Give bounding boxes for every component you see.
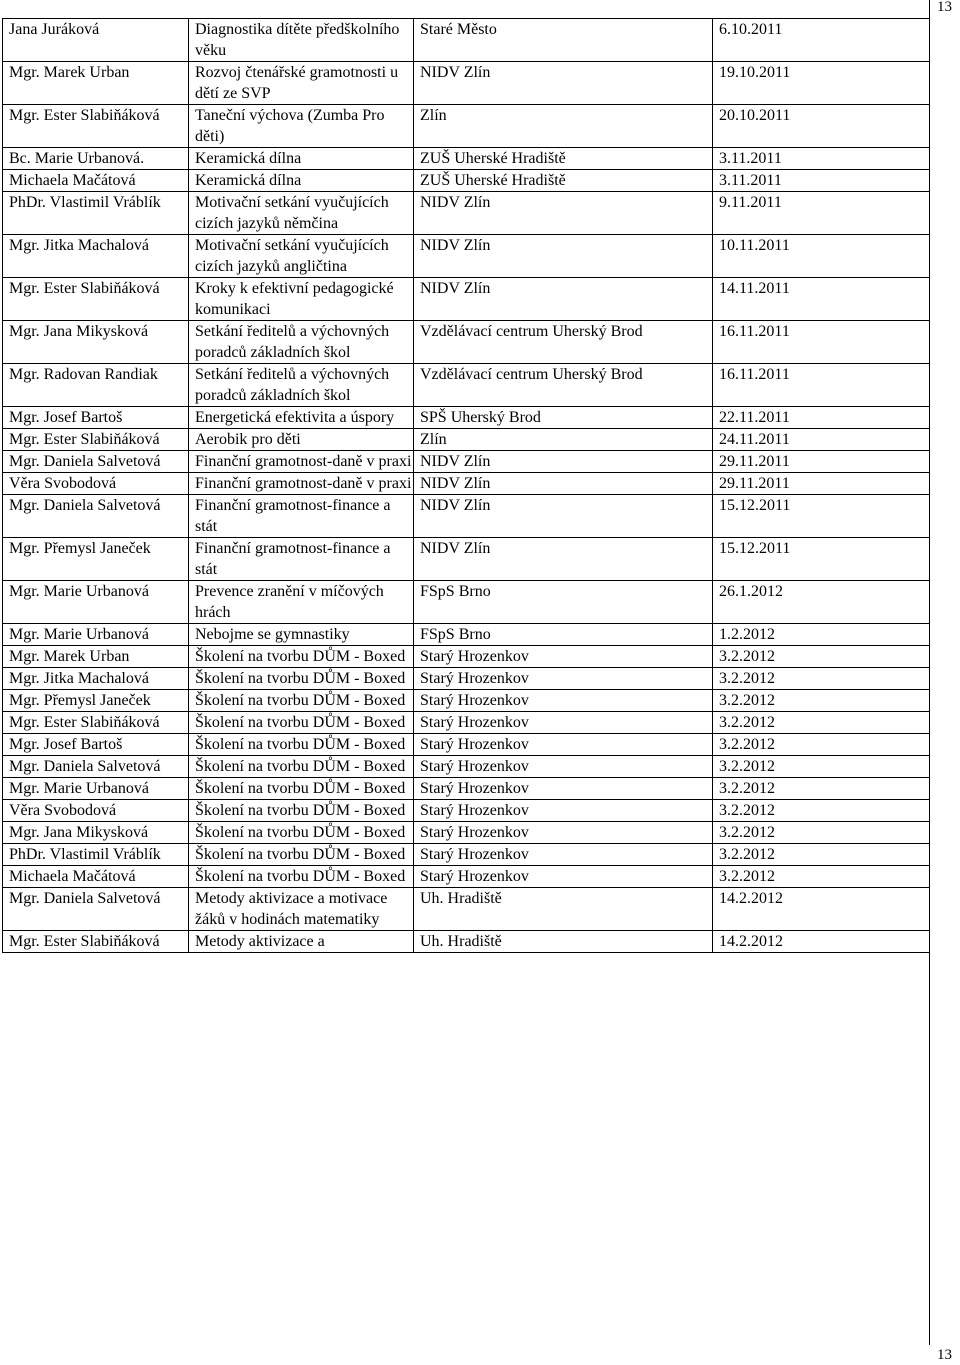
- location-cell: Starý Hrozenkov: [414, 712, 713, 734]
- date-cell: 14.2.2012: [713, 931, 930, 953]
- location-cell: Starý Hrozenkov: [414, 756, 713, 778]
- course-title-cell: Setkání ředitelů a výchovných poradců základních škol: [189, 364, 414, 407]
- participant-name-cell: Mgr. Jitka Machalová: [3, 235, 189, 278]
- date-cell: 6.10.2011: [713, 19, 930, 62]
- location-cell: SPŠ Uherský Brod: [414, 407, 713, 429]
- course-title-cell: Finanční gramotnost-daně v praxi: [189, 473, 414, 495]
- date-cell: 16.11.2011: [713, 364, 930, 407]
- training-table-body: [3, 19, 930, 953]
- participant-name-cell: Mgr. Ester Slabiňáková: [3, 931, 189, 953]
- course-title-cell: Školení na tvorbu DŮM - Boxed: [189, 778, 414, 800]
- location-cell: Starý Hrozenkov: [414, 844, 713, 866]
- course-title-cell: Školení na tvorbu DŮM - Boxed: [189, 800, 414, 822]
- date-cell: 3.2.2012: [713, 756, 930, 778]
- date-cell: 24.11.2011: [713, 429, 930, 451]
- participant-name-cell: Mgr. Jana Mikysková: [3, 321, 189, 364]
- participant-name-cell: Mgr. Daniela Salvetová: [3, 495, 189, 538]
- table-row: [3, 192, 930, 235]
- date-cell: 20.10.2011: [713, 105, 930, 148]
- date-cell: 29.11.2011: [713, 451, 930, 473]
- location-cell: NIDV Zlín: [414, 278, 713, 321]
- date-cell: 16.11.2011: [713, 321, 930, 364]
- table-row: [3, 62, 930, 105]
- participant-name-cell: Mgr. Marie Urbanová: [3, 778, 189, 800]
- date-cell: 3.11.2011: [713, 148, 930, 170]
- table-row: [3, 407, 930, 429]
- course-title-cell: Kroky k efektivní pedagogické komunikaci: [189, 278, 414, 321]
- date-cell: 3.2.2012: [713, 712, 930, 734]
- participant-name-cell: Mgr. Marek Urban: [3, 62, 189, 105]
- course-title-cell: Rozvoj čtenářské gramotnosti u dětí ze SVP: [189, 62, 414, 105]
- table-row: [3, 844, 930, 866]
- table-row: [3, 822, 930, 844]
- date-cell: 3.2.2012: [713, 778, 930, 800]
- table-row: [3, 778, 930, 800]
- course-title-cell: Školení na tvorbu DŮM - Boxed: [189, 756, 414, 778]
- course-title-cell: Aerobik pro děti: [189, 429, 414, 451]
- date-cell: 3.2.2012: [713, 668, 930, 690]
- table-row: [3, 866, 930, 888]
- course-title-cell: Motivační setkání vyučujících cizích jazyků angličtina: [189, 235, 414, 278]
- course-title-cell: Školení na tvorbu DŮM - Boxed: [189, 712, 414, 734]
- participant-name-cell: Mgr. Ester Slabiňáková: [3, 712, 189, 734]
- date-cell: 3.11.2011: [713, 170, 930, 192]
- table-row: [3, 581, 930, 624]
- participant-name-cell: Michaela Mačátová: [3, 866, 189, 888]
- location-cell: Starý Hrozenkov: [414, 690, 713, 712]
- location-cell: NIDV Zlín: [414, 62, 713, 105]
- table-row: [3, 495, 930, 538]
- table-row: [3, 105, 930, 148]
- location-cell: ZUŠ Uherské Hradiště: [414, 148, 713, 170]
- table-row: [3, 364, 930, 407]
- participant-name-cell: Mgr. Daniela Salvetová: [3, 756, 189, 778]
- table-row: [3, 734, 930, 756]
- location-cell: Starý Hrozenkov: [414, 734, 713, 756]
- location-cell: NIDV Zlín: [414, 538, 713, 581]
- table-row: [3, 170, 930, 192]
- date-cell: 3.2.2012: [713, 866, 930, 888]
- date-cell: 3.2.2012: [713, 734, 930, 756]
- date-cell: 1.2.2012: [713, 624, 930, 646]
- table-row: [3, 278, 930, 321]
- course-title-cell: Taneční výchova (Zumba Pro děti): [189, 105, 414, 148]
- location-cell: Starý Hrozenkov: [414, 822, 713, 844]
- course-title-cell: Metody aktivizace a: [189, 931, 414, 953]
- table-row: [3, 451, 930, 473]
- participant-name-cell: PhDr. Vlastimil Vráblík: [3, 844, 189, 866]
- participant-name-cell: Mgr. Ester Slabiňáková: [3, 105, 189, 148]
- course-title-cell: Motivační setkání vyučujících cizích jazyků němčina: [189, 192, 414, 235]
- location-cell: Zlín: [414, 429, 713, 451]
- participant-name-cell: Bc. Marie Urbanová.: [3, 148, 189, 170]
- participant-name-cell: Jana Juráková: [3, 19, 189, 62]
- table-row: [3, 321, 930, 364]
- table-row: [3, 668, 930, 690]
- participant-name-cell: Mgr. Radovan Randiak: [3, 364, 189, 407]
- date-cell: 3.2.2012: [713, 690, 930, 712]
- participant-name-cell: Mgr. Josef Bartoš: [3, 734, 189, 756]
- date-cell: 19.10.2011: [713, 62, 930, 105]
- location-cell: Starý Hrozenkov: [414, 800, 713, 822]
- course-title-cell: Školení na tvorbu DŮM - Boxed: [189, 866, 414, 888]
- participant-name-cell: Mgr. Ester Slabiňáková: [3, 429, 189, 451]
- course-title-cell: Školení na tvorbu DŮM - Boxed: [189, 668, 414, 690]
- date-cell: 14.2.2012: [713, 888, 930, 931]
- course-title-cell: Školení na tvorbu DŮM - Boxed: [189, 646, 414, 668]
- participant-name-cell: Mgr. Marie Urbanová: [3, 624, 189, 646]
- location-cell: Starý Hrozenkov: [414, 668, 713, 690]
- table-row: [3, 888, 930, 931]
- course-title-cell: Finanční gramotnost-daně v praxi: [189, 451, 414, 473]
- training-table: [2, 18, 930, 953]
- table-row: [3, 931, 930, 953]
- participant-name-cell: Mgr. Jana Mikysková: [3, 822, 189, 844]
- course-title-cell: Metody aktivizace a motivace žáků v hodinách matematiky: [189, 888, 414, 931]
- date-cell: 3.2.2012: [713, 800, 930, 822]
- course-title-cell: Prevence zranění v míčových hrách: [189, 581, 414, 624]
- location-cell: FSpS Brno: [414, 581, 713, 624]
- date-cell: 29.11.2011: [713, 473, 930, 495]
- participant-name-cell: Mgr. Ester Slabiňáková: [3, 278, 189, 321]
- participant-name-cell: Mgr. Jitka Machalová: [3, 668, 189, 690]
- date-cell: 22.11.2011: [713, 407, 930, 429]
- date-cell: 14.11.2011: [713, 278, 930, 321]
- location-cell: Uh. Hradiště: [414, 931, 713, 953]
- participant-name-cell: Mgr. Marek Urban: [3, 646, 189, 668]
- participant-name-cell: Mgr. Přemysl Janeček: [3, 538, 189, 581]
- table-row: [3, 429, 930, 451]
- participant-name-cell: Mgr. Daniela Salvetová: [3, 451, 189, 473]
- location-cell: Starý Hrozenkov: [414, 646, 713, 668]
- page-number-top: 13: [937, 0, 952, 15]
- course-title-cell: Energetická efektivita a úspory: [189, 407, 414, 429]
- course-title-cell: Nebojme se gymnastiky: [189, 624, 414, 646]
- table-row: [3, 690, 930, 712]
- date-cell: 3.2.2012: [713, 844, 930, 866]
- table-row: [3, 646, 930, 668]
- table-row: [3, 712, 930, 734]
- location-cell: NIDV Zlín: [414, 451, 713, 473]
- participant-name-cell: Mgr. Daniela Salvetová: [3, 888, 189, 931]
- location-cell: Zlín: [414, 105, 713, 148]
- table-row: [3, 756, 930, 778]
- participant-name-cell: Věra Svobodová: [3, 473, 189, 495]
- participant-name-cell: Michaela Mačátová: [3, 170, 189, 192]
- date-cell: 3.2.2012: [713, 822, 930, 844]
- table-row: [3, 538, 930, 581]
- location-cell: Uh. Hradiště: [414, 888, 713, 931]
- participant-name-cell: Věra Svobodová: [3, 800, 189, 822]
- participant-name-cell: Mgr. Marie Urbanová: [3, 581, 189, 624]
- location-cell: Starý Hrozenkov: [414, 778, 713, 800]
- course-title-cell: Setkání ředitelů a výchovných poradců základních škol: [189, 321, 414, 364]
- date-cell: 9.11.2011: [713, 192, 930, 235]
- course-title-cell: Školení na tvorbu DŮM - Boxed: [189, 690, 414, 712]
- location-cell: FSpS Brno: [414, 624, 713, 646]
- course-title-cell: Školení na tvorbu DŮM - Boxed: [189, 734, 414, 756]
- table-row: [3, 800, 930, 822]
- location-cell: Vzdělávací centrum Uherský Brod: [414, 321, 713, 364]
- participant-name-cell: Mgr. Josef Bartoš: [3, 407, 189, 429]
- course-title-cell: Keramická dílna: [189, 148, 414, 170]
- location-cell: NIDV Zlín: [414, 495, 713, 538]
- location-cell: NIDV Zlín: [414, 473, 713, 495]
- table-row: [3, 235, 930, 278]
- course-title-cell: Keramická dílna: [189, 170, 414, 192]
- date-cell: 26.1.2012: [713, 581, 930, 624]
- table-row: [3, 624, 930, 646]
- date-cell: 15.12.2011: [713, 538, 930, 581]
- course-title-cell: Školení na tvorbu DŮM - Boxed: [189, 844, 414, 866]
- participant-name-cell: Mgr. Přemysl Janeček: [3, 690, 189, 712]
- location-cell: Starý Hrozenkov: [414, 866, 713, 888]
- location-cell: Staré Město: [414, 19, 713, 62]
- date-cell: 15.12.2011: [713, 495, 930, 538]
- date-cell: 3.2.2012: [713, 646, 930, 668]
- location-cell: Vzdělávací centrum Uherský Brod: [414, 364, 713, 407]
- course-title-cell: Finanční gramotnost-finance a stát: [189, 495, 414, 538]
- page-number-bottom: 13: [937, 1347, 952, 1363]
- location-cell: ZUŠ Uherské Hradiště: [414, 170, 713, 192]
- course-title-cell: Finanční gramotnost-finance a stát: [189, 538, 414, 581]
- table-row: [3, 148, 930, 170]
- course-title-cell: Diagnostika dítěte předškolního věku: [189, 19, 414, 62]
- course-title-cell: Školení na tvorbu DŮM - Boxed: [189, 822, 414, 844]
- table-row: [3, 473, 930, 495]
- date-cell: 10.11.2011: [713, 235, 930, 278]
- table-row: [3, 19, 930, 62]
- location-cell: NIDV Zlín: [414, 192, 713, 235]
- participant-name-cell: PhDr. Vlastimil Vráblík: [3, 192, 189, 235]
- location-cell: NIDV Zlín: [414, 235, 713, 278]
